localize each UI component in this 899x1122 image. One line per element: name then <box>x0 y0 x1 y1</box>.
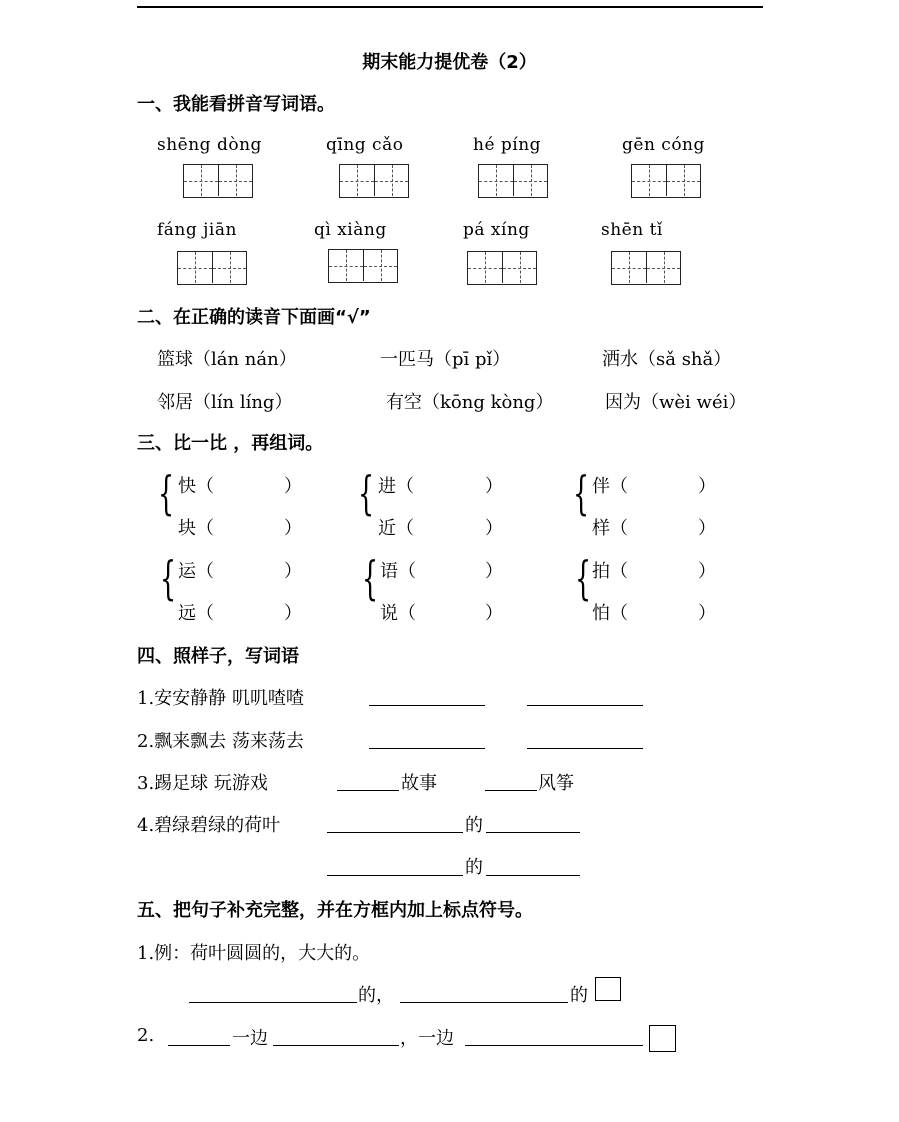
compare-6b: 怕（ <box>592 603 628 624</box>
q4-line-4: 4.碧绿碧绿的荷叶 <box>137 815 281 836</box>
compare-2a: 进（ <box>378 476 414 497</box>
pinyin-8: shēn tǐ <box>601 220 663 240</box>
pinyin-1: shēng dòng <box>157 135 262 155</box>
answer-grid-5[interactable] <box>177 251 247 285</box>
close-paren: ） <box>485 561 503 582</box>
q4-blank-3b[interactable] <box>485 790 537 791</box>
compare-1b: 块（ <box>178 518 214 539</box>
section-5-heading: 五、把句子补充完整，并在方框内加上标点符号。 <box>137 900 533 921</box>
reading-5: 有空（kōng kòng） <box>386 392 554 413</box>
q4-blank-1a[interactable] <box>369 705 485 706</box>
q4-blank-5a[interactable] <box>327 875 463 876</box>
q4-blank-5b[interactable] <box>486 875 580 876</box>
compare-3b: 样（ <box>592 518 628 539</box>
q4-gushi: 故事 <box>401 773 437 794</box>
q5-de: 的 <box>570 985 588 1006</box>
reading-3: 洒水（sǎ shǎ） <box>602 349 732 370</box>
q4-blank-3a[interactable] <box>337 790 399 791</box>
answer-grid-6[interactable] <box>328 249 398 283</box>
close-paren: ） <box>485 603 503 624</box>
q4-blank-4a[interactable] <box>327 832 463 833</box>
punctuation-box-1[interactable] <box>595 977 621 1001</box>
close-paren: ） <box>284 561 302 582</box>
q5-yibian-2: ，一边 <box>400 1028 454 1049</box>
reading-1: 篮球（lán nán） <box>157 349 297 370</box>
brace-6: { <box>575 551 592 605</box>
close-paren: ） <box>698 518 716 539</box>
q5-blank-1a[interactable] <box>189 1002 357 1003</box>
close-paren: ） <box>698 476 716 497</box>
page-title: 期末能力提优卷（2） <box>362 52 537 73</box>
section-1-heading: 一、我能看拼音写词语。 <box>137 94 335 115</box>
brace-1: { <box>158 466 175 520</box>
section-2-heading: 二、在正确的读音下面画“√” <box>137 307 371 328</box>
answer-grid-2[interactable] <box>339 164 409 198</box>
compare-2b: 近（ <box>378 518 414 539</box>
close-paren: ） <box>485 518 503 539</box>
pinyin-6: qì xiàng <box>314 220 387 240</box>
compare-4b: 远（ <box>178 603 214 624</box>
q5-blank-2a[interactable] <box>168 1045 230 1046</box>
punctuation-box-2[interactable] <box>649 1025 676 1052</box>
brace-4: { <box>160 551 177 605</box>
answer-grid-4[interactable] <box>631 164 701 198</box>
section-3-heading: 三、比一比 ，再组词。 <box>137 433 324 454</box>
top-rule <box>137 6 763 8</box>
q4-blank-2a[interactable] <box>369 748 485 749</box>
q5-num-2: 2. <box>137 1025 155 1046</box>
q4-blank-1b[interactable] <box>527 705 643 706</box>
pinyin-2: qīng cǎo <box>326 135 404 155</box>
answer-grid-3[interactable] <box>478 164 548 198</box>
compare-5a: 语（ <box>380 561 416 582</box>
close-paren: ） <box>698 603 716 624</box>
compare-1a: 快（ <box>178 476 214 497</box>
brace-5: { <box>362 551 379 605</box>
close-paren: ） <box>698 561 716 582</box>
q5-blank-2b[interactable] <box>273 1045 399 1046</box>
q4-blank-4b[interactable] <box>486 832 580 833</box>
q5-blank-2c[interactable] <box>465 1045 643 1046</box>
answer-grid-8[interactable] <box>611 251 681 285</box>
q4-de-2: 的 <box>465 857 483 878</box>
compare-6a: 拍（ <box>592 561 628 582</box>
section-4-heading: 四、照样子，写词语 <box>137 646 299 667</box>
q4-blank-2b[interactable] <box>527 748 643 749</box>
pinyin-7: pá xíng <box>463 220 530 240</box>
answer-grid-7[interactable] <box>467 251 537 285</box>
compare-5b: 说（ <box>380 603 416 624</box>
pinyin-4: gēn cóng <box>622 135 705 155</box>
answer-grid-1[interactable] <box>183 164 253 198</box>
q5-blank-1b[interactable] <box>400 1002 568 1003</box>
close-paren: ） <box>485 476 503 497</box>
q4-line-3: 3.踢足球 玩游戏 <box>137 773 268 794</box>
q4-fengzheng: 风筝 <box>538 773 574 794</box>
close-paren: ） <box>284 603 302 624</box>
brace-3: { <box>573 466 590 520</box>
close-paren: ） <box>284 476 302 497</box>
pinyin-5: fáng jiān <box>157 220 237 240</box>
q4-line-1: 1.安安静静 叽叽喳喳 <box>137 688 304 709</box>
q5-de-comma: 的， <box>358 985 394 1006</box>
q5-example: 1.例：荷叶圆圆的，大大的。 <box>137 943 371 964</box>
brace-2: { <box>358 466 375 520</box>
q4-line-2: 2.飘来飘去 荡来荡去 <box>137 731 304 752</box>
reading-6: 因为（wèi wéi） <box>605 392 747 413</box>
compare-4a: 运（ <box>178 561 214 582</box>
reading-4: 邻居（lín líng） <box>157 392 293 413</box>
reading-2: 一匹马（pī pǐ） <box>380 349 511 370</box>
q4-de-1: 的 <box>465 815 483 836</box>
q5-yibian-1: 一边 <box>232 1028 268 1049</box>
close-paren: ） <box>284 518 302 539</box>
pinyin-3: hé píng <box>473 135 542 155</box>
compare-3a: 伴（ <box>592 476 628 497</box>
